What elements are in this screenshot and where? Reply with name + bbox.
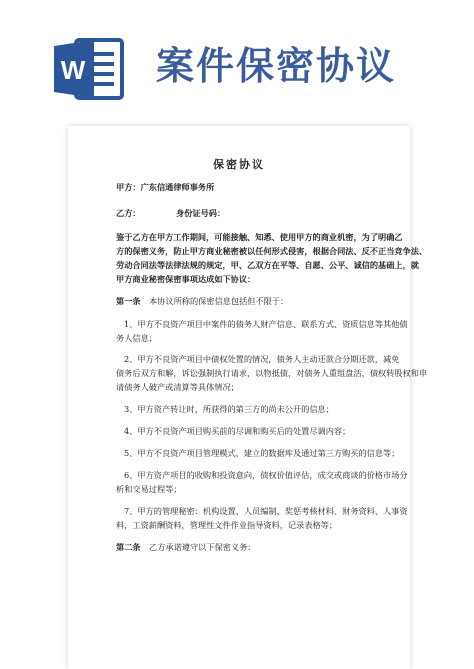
party-b-label: 乙方： (116, 208, 141, 218)
clause-2-line: 2、甲方不良资产项目中债权处置的情况，债务人主动还款合分期还款，减免 (124, 354, 400, 364)
document-body (68, 126, 428, 669)
article-1-title: 第一条 (116, 296, 141, 306)
clause-3-line: 3、甲方资产转让时，所获得的第三方的尚未公开的信息； (124, 404, 334, 414)
intro-line: 劳动合同法等法律法规的规定，甲、乙双方在平等、自愿、公平、诚信的基础上，就 (116, 260, 419, 270)
id-number-label: 身份证号码： (176, 208, 226, 218)
page-title: 案件保密协议 (156, 44, 397, 88)
intro-line: 方的保密义务，防止甲方商业秘密被以任何形式侵害，根据合同法、反不正当竞争法、 (116, 246, 428, 256)
word-document-icon (54, 38, 128, 100)
clause-7-line: 7、甲方的管理秘密：机构设置、人员编制、奖惩考核材料、财务资料、人事资 (124, 506, 408, 516)
clause-5-line: 5、甲方不良资产项目管理模式，建立的数据库及通过第三方购买的信息等； (124, 448, 400, 458)
word-icon-letter: W (60, 55, 86, 85)
intro-line: 甲方商业秘密保密事项达成如下协议： (116, 274, 256, 284)
clause-2-line: 请债务人破产或清算等具体情况； (116, 382, 239, 392)
clause-2-line: 债务后双方和解，诉讼强制执行请求，以物抵债，对债务人重组盘活，债权转股权和申 (116, 368, 428, 378)
article-1-text: 本协议所称的保密信息包括但不限于： (149, 296, 289, 306)
clause-6-line: 析和交易过程等； (116, 484, 182, 494)
header-banner (0, 0, 474, 118)
document-title: 保密协议 (213, 158, 265, 171)
article-2-text: 乙方承诺遵守以下保密义务： (149, 542, 256, 552)
clause-1-line: 务人信息； (116, 333, 157, 343)
clause-7-line: 料，工资薪酬资料，管理性文件作业指导资料，记录表格等； (116, 520, 338, 530)
party-a: 甲方：广东信通律师事务所 (116, 182, 215, 192)
clause-4-line: 4、甲方不良资产项目购买前的尽调和购买后的处置尽调内容； (124, 426, 351, 436)
intro-line: 鉴于乙方在甲方工作期间，可能接触、知悉、使用甲方的商业机密，为了明确乙 (116, 232, 403, 242)
article-2-title: 第二条 (116, 542, 141, 552)
clause-1-line: 1、甲方不良资产项目中案件的债务人财产信息、联系方式、资质信息等其他债 (124, 319, 408, 329)
document-page (68, 126, 428, 669)
clause-6-line: 6、甲方资产项目的收购和投资意向，债权价值评估，成交或商谈的价格市场分 (124, 470, 408, 480)
